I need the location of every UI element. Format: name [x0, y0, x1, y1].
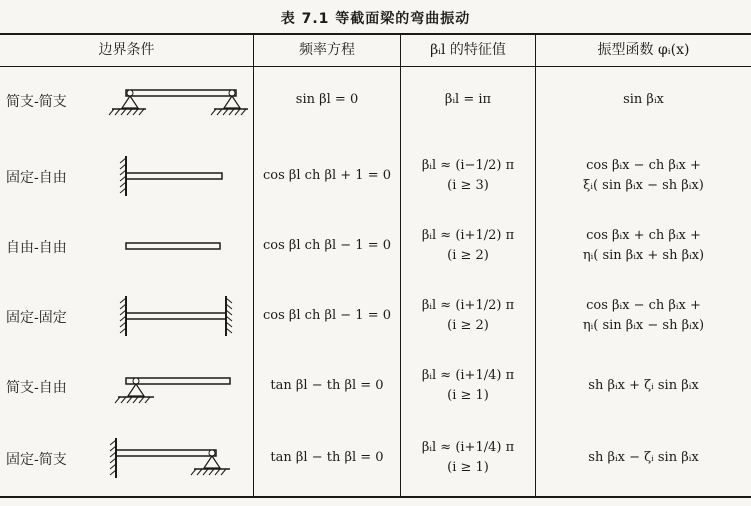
eigenvalue: βᵢl ≈ (i+1/2) π [421, 298, 515, 313]
boundary-label: 简支-自由 [6, 380, 67, 396]
mode-function-line2: ηᵢ( sin βᵢx − sh βᵢx) [582, 318, 705, 333]
free-free-beam-diagram [96, 216, 256, 276]
eigenvalue-cell [401, 156, 535, 196]
frequency-equation: cos βl ch βl + 1 = 0 [262, 168, 392, 183]
mode-function-line1: cos βᵢx + ch βᵢx + [586, 228, 701, 243]
boundary-label: 固定-简支 [6, 452, 67, 468]
eigenvalue-cell [401, 226, 535, 266]
header-frequency-equation: 频率方程 [299, 42, 355, 58]
mode-function: sin βᵢx [623, 92, 664, 107]
index-range: (i ≥ 1) [447, 460, 489, 475]
eigenvalue: βᵢl = iπ [444, 92, 492, 107]
fixed-simply-beam-diagram [96, 428, 256, 488]
mode-function-line1: cos βᵢx − ch βᵢx + [586, 158, 701, 173]
bottom-rule [0, 496, 751, 498]
header-rule [0, 66, 751, 67]
frequency-equation: sin βl = 0 [295, 92, 359, 107]
mode-function-line2: ηᵢ( sin βᵢx + sh βᵢx) [582, 248, 705, 263]
mode-function-cell [536, 226, 751, 266]
mode-function-cell [536, 156, 751, 196]
mode-function: sh βᵢx + ζᵢ sin βᵢx [588, 378, 699, 393]
fixed-free-beam-diagram [96, 146, 256, 206]
eigenvalue: βᵢl ≈ (i+1/2) π [421, 228, 515, 243]
simply-free-beam-diagram [96, 356, 256, 416]
simply-simply-beam-diagram [96, 72, 256, 132]
index-range: (i ≥ 2) [447, 318, 489, 333]
mode-function-line1: cos βᵢx − ch βᵢx + [586, 298, 701, 313]
index-range: (i ≥ 3) [447, 178, 489, 193]
frequency-equation: cos βl ch βl − 1 = 0 [262, 238, 392, 253]
eigenvalue: βᵢl ≈ (i+1/4) π [421, 368, 515, 383]
frequency-equation: cos βl ch βl − 1 = 0 [262, 308, 392, 323]
index-range: (i ≥ 1) [447, 388, 489, 403]
boundary-label: 固定-自由 [6, 170, 67, 186]
mode-function-cell [536, 296, 751, 336]
table-title: 表 7.1 等截面梁的弯曲振动 [280, 11, 471, 27]
eigenvalue: βᵢl ≈ (i+1/4) π [421, 440, 515, 455]
frequency-equation: tan βl − th βl = 0 [270, 378, 384, 393]
boundary-label: 固定-固定 [6, 310, 67, 326]
header-boundary: 边界条件 [98, 42, 155, 58]
boundary-label: 自由-自由 [6, 240, 67, 256]
eigenvalue-cell [401, 296, 535, 336]
mode-function: sh βᵢx − ζᵢ sin βᵢx [588, 450, 699, 465]
eigenvalue-cell [401, 366, 535, 406]
fixed-fixed-beam-diagram [96, 286, 256, 346]
mode-function-line2: ξᵢ( sin βᵢx − sh βᵢx) [583, 178, 704, 193]
eigenvalue-cell [401, 438, 535, 478]
frequency-equation: tan βl − th βl = 0 [270, 450, 384, 465]
boundary-label: 简支-简支 [6, 94, 67, 110]
index-range: (i ≥ 2) [447, 248, 489, 263]
header-eigenvalue: βᵢl 的特征值 [430, 42, 506, 58]
header-mode-function: 振型函数 φᵢ(x) [597, 42, 690, 58]
eigenvalue: βᵢl ≈ (i−1/2) π [421, 158, 515, 173]
